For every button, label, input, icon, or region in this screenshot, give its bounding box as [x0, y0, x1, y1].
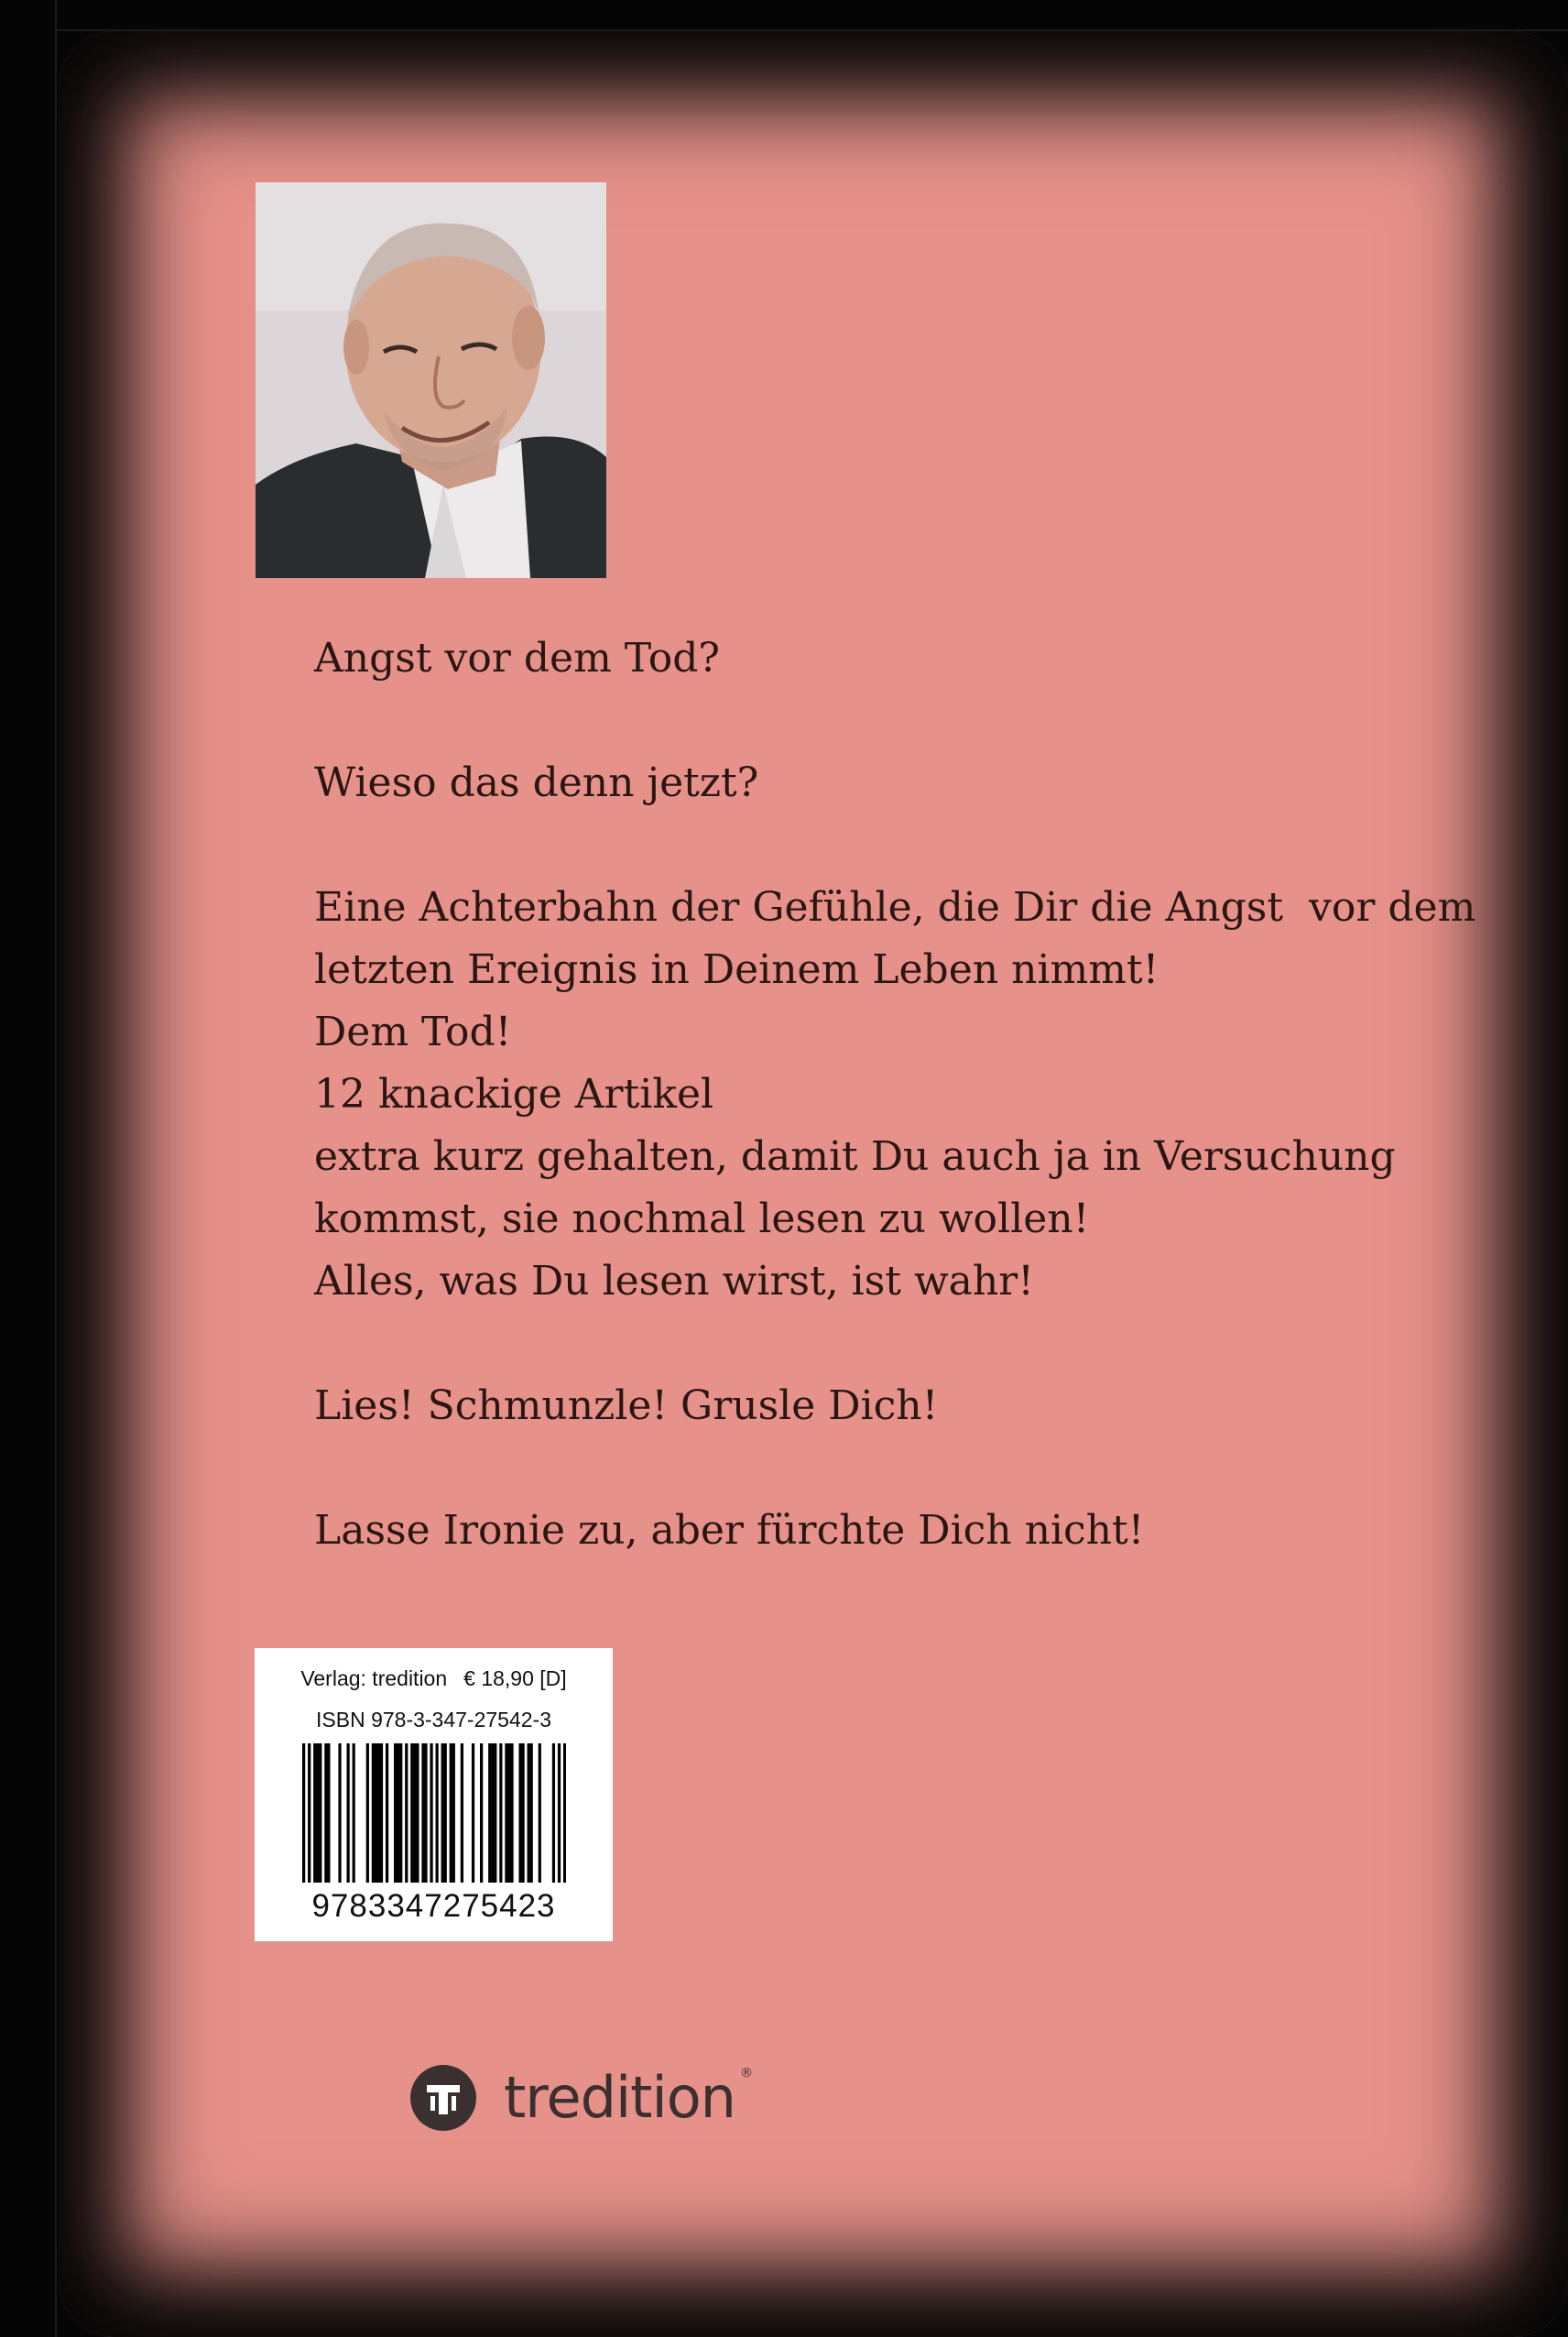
barcode-bar	[488, 1743, 491, 1883]
logo-text: tredition	[504, 2064, 735, 2131]
blurb-line: Dem Tod!	[314, 1009, 512, 1055]
barcode-bar	[494, 1743, 496, 1883]
barcode-bar	[416, 1743, 419, 1883]
barcode-bar	[313, 1743, 316, 1883]
barcode-bar	[353, 1743, 355, 1883]
isbn-text: ISBN 978-3-347-27542-3	[316, 1708, 551, 1731]
barcode-bar	[386, 1743, 388, 1883]
barcode-bar	[530, 1743, 533, 1883]
barcode-bar	[375, 1743, 377, 1883]
barcode-bar	[399, 1743, 402, 1883]
barcode-bar	[472, 1743, 474, 1883]
barcode-bar	[380, 1743, 383, 1883]
barcode-bar	[518, 1743, 521, 1883]
barcode-bars	[302, 1743, 566, 1883]
barcode-bar	[397, 1743, 399, 1883]
logo-wordmark	[504, 2064, 752, 2131]
barcode-bar	[327, 1743, 330, 1883]
blurb-line: extra kurz gehalten, damit Du auch ja in Versuchung	[314, 1133, 1396, 1180]
author-photo	[256, 182, 606, 578]
barcode-bar	[450, 1743, 452, 1883]
barcode-bar	[302, 1743, 305, 1883]
barcode-bar	[436, 1743, 439, 1883]
publisher-price-line	[255, 1666, 613, 1691]
barcode-bar	[552, 1743, 555, 1883]
frame-line	[55, 0, 57, 2337]
barcode-bar	[558, 1743, 561, 1883]
barcode-bar	[347, 1743, 350, 1883]
barcode-bar	[510, 1743, 513, 1883]
blurb-line: 12 knackige Artikel	[314, 1071, 714, 1118]
barcode-bar	[405, 1743, 408, 1883]
barcode-bar	[319, 1743, 321, 1883]
tredition-logo-icon	[410, 2065, 476, 2131]
blurb-line: Alles, was Du lesen wirst, ist wahr!	[314, 1258, 1034, 1305]
barcode-bar	[505, 1743, 507, 1883]
barcode-bar	[563, 1743, 566, 1883]
barcode-bar	[372, 1743, 375, 1883]
barcode-bar	[316, 1743, 319, 1883]
barcode-bar	[444, 1743, 447, 1883]
blurb-line: kommst, sie nochmal lesen zu wollen!	[314, 1196, 1090, 1242]
blurb-line: letzten Ereignis in Deinem Leben nimmt!	[314, 946, 1160, 993]
publisher-text: Verlag: tredition	[300, 1666, 448, 1690]
barcode-bar	[421, 1743, 424, 1883]
barcode-bar	[521, 1743, 524, 1883]
barcode-bar	[366, 1743, 369, 1883]
blurb-line: Wieso das denn jetzt?	[314, 759, 759, 806]
barcode-bar	[491, 1743, 494, 1883]
barcode-bar	[480, 1743, 483, 1883]
blurb-line: Lies! Schmunzle! Grusle Dich!	[314, 1382, 939, 1429]
barcode-bar	[424, 1743, 427, 1883]
barcode-bar	[528, 1743, 530, 1883]
blurb-line: Angst vor dem Tod?	[314, 635, 720, 682]
publisher-logo	[410, 2064, 752, 2131]
barcode-bar	[507, 1743, 510, 1883]
barcode-bar	[461, 1743, 463, 1883]
barcode-bar	[338, 1743, 341, 1883]
barcode-bar	[539, 1743, 541, 1883]
barcode-bar	[394, 1743, 397, 1883]
barcode-bar	[430, 1743, 432, 1883]
barcode-digits: 9783347275423	[311, 1888, 556, 1924]
back-cover-blurb	[314, 628, 1476, 1562]
blurb-line: Lasse Ironie zu, aber fürchte Dich nicht!	[314, 1507, 1145, 1554]
barcode-bar	[413, 1743, 416, 1883]
registered-mark: ®	[739, 2066, 752, 2080]
barcode-bar	[499, 1743, 502, 1883]
barcode-bar	[410, 1743, 413, 1883]
barcode-bar	[441, 1743, 444, 1883]
barcode-bar	[377, 1743, 380, 1883]
barcode-bar	[324, 1743, 327, 1883]
blurb-line: Eine Achterbahn der Gefühle, die Dir die Angst vor dem	[314, 884, 1476, 931]
barcode-label	[255, 1648, 613, 1941]
barcode-bar	[452, 1743, 455, 1883]
barcode-bar	[308, 1743, 310, 1883]
price-text: € 18,90 [D]	[463, 1666, 567, 1690]
